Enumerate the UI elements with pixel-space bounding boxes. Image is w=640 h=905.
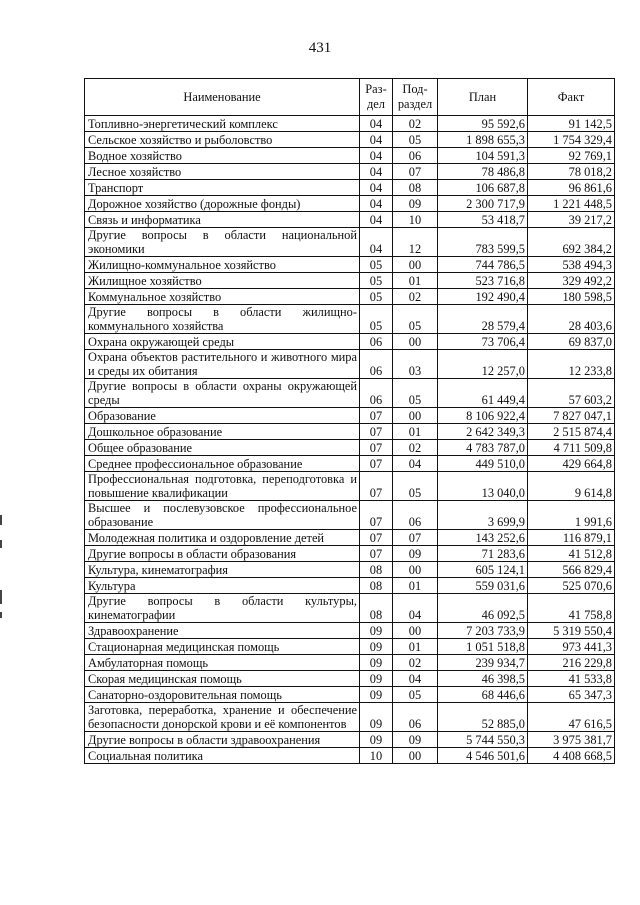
table-row bbox=[85, 546, 615, 562]
row-razdel-cell: 04 bbox=[360, 116, 393, 132]
row-fact-cell: 65 347,3 bbox=[528, 687, 615, 703]
table-row bbox=[85, 655, 615, 671]
row-fact-cell: 566 829,4 bbox=[528, 562, 615, 578]
budget-table bbox=[84, 78, 615, 764]
row-razdel-cell: 09 bbox=[360, 732, 393, 748]
row-name-cell: Санаторно-оздоровительная помощь bbox=[85, 687, 360, 703]
row-razdel-cell: 07 bbox=[360, 501, 393, 530]
table-row bbox=[85, 164, 615, 180]
row-name-cell: Высшее и послевузовское профессиональное образование bbox=[85, 501, 360, 530]
row-plan-cell: 744 786,5 bbox=[438, 257, 528, 273]
table-row bbox=[85, 350, 615, 379]
row-name-cell: Амбулаторная помощь bbox=[85, 655, 360, 671]
row-fact-cell: 1 754 329,4 bbox=[528, 132, 615, 148]
row-podrazdel-cell: 06 bbox=[393, 501, 438, 530]
row-name-cell: Образование bbox=[85, 408, 360, 424]
table-row bbox=[85, 228, 615, 257]
row-name-cell: Другие вопросы в области образования bbox=[85, 546, 360, 562]
table-row bbox=[85, 305, 615, 334]
row-razdel-cell: 05 bbox=[360, 289, 393, 305]
row-name-cell: Другие вопросы в области жилищно-коммунального хозяйства bbox=[85, 305, 360, 334]
row-razdel-cell: 06 bbox=[360, 379, 393, 408]
row-plan-cell: 143 252,6 bbox=[438, 530, 528, 546]
row-plan-cell: 4 546 501,6 bbox=[438, 748, 528, 764]
row-fact-cell: 525 070,6 bbox=[528, 578, 615, 594]
row-razdel-cell: 07 bbox=[360, 440, 393, 456]
row-podrazdel-cell: 00 bbox=[393, 257, 438, 273]
row-plan-cell: 559 031,6 bbox=[438, 578, 528, 594]
row-name-cell: Другие вопросы в области культуры, кинематографии bbox=[85, 594, 360, 623]
row-razdel-cell: 07 bbox=[360, 424, 393, 440]
row-plan-cell: 46 092,5 bbox=[438, 594, 528, 623]
row-razdel-cell: 09 bbox=[360, 687, 393, 703]
row-plan-cell: 46 398,5 bbox=[438, 671, 528, 687]
table-row bbox=[85, 440, 615, 456]
row-name-cell: Другие вопросы в области национальной экономики bbox=[85, 228, 360, 257]
row-plan-cell: 68 446,6 bbox=[438, 687, 528, 703]
table-row bbox=[85, 703, 615, 732]
row-podrazdel-cell: 06 bbox=[393, 703, 438, 732]
row-fact-cell: 692 384,2 bbox=[528, 228, 615, 257]
row-fact-cell: 78 018,2 bbox=[528, 164, 615, 180]
row-plan-cell: 8 106 922,4 bbox=[438, 408, 528, 424]
table-header-row bbox=[85, 79, 615, 116]
header-fact: Факт bbox=[528, 79, 615, 116]
table-row bbox=[85, 578, 615, 594]
table-row bbox=[85, 472, 615, 501]
row-plan-cell: 4 783 787,0 bbox=[438, 440, 528, 456]
row-podrazdel-cell: 08 bbox=[393, 180, 438, 196]
row-name-cell: Сельское хозяйство и рыболовство bbox=[85, 132, 360, 148]
row-plan-cell: 1 051 518,8 bbox=[438, 639, 528, 655]
table-row bbox=[85, 180, 615, 196]
row-razdel-cell: 07 bbox=[360, 472, 393, 501]
row-fact-cell: 429 664,8 bbox=[528, 456, 615, 472]
table-body bbox=[85, 116, 615, 764]
header-razdel: Раз- дел bbox=[360, 79, 393, 116]
row-plan-cell: 95 592,6 bbox=[438, 116, 528, 132]
row-name-cell: Жилищное хозяйство bbox=[85, 273, 360, 289]
row-razdel-cell: 09 bbox=[360, 623, 393, 639]
table-row bbox=[85, 273, 615, 289]
row-plan-cell: 61 449,4 bbox=[438, 379, 528, 408]
row-podrazdel-cell: 00 bbox=[393, 623, 438, 639]
table-row bbox=[85, 408, 615, 424]
table-row bbox=[85, 212, 615, 228]
row-fact-cell: 538 494,3 bbox=[528, 257, 615, 273]
table-row bbox=[85, 196, 615, 212]
table-row bbox=[85, 132, 615, 148]
row-razdel-cell: 04 bbox=[360, 212, 393, 228]
table-row bbox=[85, 748, 615, 764]
row-podrazdel-cell: 09 bbox=[393, 732, 438, 748]
row-razdel-cell: 04 bbox=[360, 228, 393, 257]
table-row bbox=[85, 257, 615, 273]
row-fact-cell: 329 492,2 bbox=[528, 273, 615, 289]
row-plan-cell: 52 885,0 bbox=[438, 703, 528, 732]
row-fact-cell: 180 598,5 bbox=[528, 289, 615, 305]
row-podrazdel-cell: 01 bbox=[393, 424, 438, 440]
table-row bbox=[85, 594, 615, 623]
row-fact-cell: 116 879,1 bbox=[528, 530, 615, 546]
row-name-cell: Связь и информатика bbox=[85, 212, 360, 228]
row-razdel-cell: 06 bbox=[360, 334, 393, 350]
row-name-cell: Коммунальное хозяйство bbox=[85, 289, 360, 305]
row-name-cell: Культура, кинематография bbox=[85, 562, 360, 578]
table-row bbox=[85, 289, 615, 305]
row-name-cell: Профессиональная подготовка, переподготовка и повышение квалификации bbox=[85, 472, 360, 501]
row-razdel-cell: 07 bbox=[360, 546, 393, 562]
row-razdel-cell: 09 bbox=[360, 671, 393, 687]
row-fact-cell: 9 614,8 bbox=[528, 472, 615, 501]
row-plan-cell: 2 642 349,3 bbox=[438, 424, 528, 440]
row-plan-cell: 192 490,4 bbox=[438, 289, 528, 305]
row-podrazdel-cell: 02 bbox=[393, 289, 438, 305]
row-razdel-cell: 04 bbox=[360, 180, 393, 196]
row-podrazdel-cell: 00 bbox=[393, 748, 438, 764]
row-podrazdel-cell: 12 bbox=[393, 228, 438, 257]
table-row bbox=[85, 501, 615, 530]
row-podrazdel-cell: 10 bbox=[393, 212, 438, 228]
row-fact-cell: 41 533,8 bbox=[528, 671, 615, 687]
row-podrazdel-cell: 07 bbox=[393, 530, 438, 546]
row-razdel-cell: 08 bbox=[360, 562, 393, 578]
row-fact-cell: 4 711 509,8 bbox=[528, 440, 615, 456]
header-name: Наименование bbox=[85, 79, 360, 116]
row-plan-cell: 1 898 655,3 bbox=[438, 132, 528, 148]
row-podrazdel-cell: 01 bbox=[393, 273, 438, 289]
row-podrazdel-cell: 00 bbox=[393, 562, 438, 578]
table-row bbox=[85, 671, 615, 687]
row-razdel-cell: 04 bbox=[360, 132, 393, 148]
row-name-cell: Жилищно-коммунальное хозяйство bbox=[85, 257, 360, 273]
row-plan-cell: 605 124,1 bbox=[438, 562, 528, 578]
table-row bbox=[85, 116, 615, 132]
row-fact-cell: 47 616,5 bbox=[528, 703, 615, 732]
row-razdel-cell: 05 bbox=[360, 257, 393, 273]
row-razdel-cell: 09 bbox=[360, 639, 393, 655]
row-razdel-cell: 06 bbox=[360, 350, 393, 379]
row-razdel-cell: 09 bbox=[360, 703, 393, 732]
row-razdel-cell: 05 bbox=[360, 305, 393, 334]
table-row bbox=[85, 732, 615, 748]
table-row bbox=[85, 562, 615, 578]
row-name-cell: Водное хозяйство bbox=[85, 148, 360, 164]
row-fact-cell: 1 991,6 bbox=[528, 501, 615, 530]
row-fact-cell: 4 408 668,5 bbox=[528, 748, 615, 764]
row-name-cell: Другие вопросы в области охраны окружающей среды bbox=[85, 379, 360, 408]
row-podrazdel-cell: 00 bbox=[393, 408, 438, 424]
row-name-cell: Другие вопросы в области здравоохранения bbox=[85, 732, 360, 748]
row-razdel-cell: 04 bbox=[360, 164, 393, 180]
row-podrazdel-cell: 09 bbox=[393, 546, 438, 562]
row-name-cell: Здравоохранение bbox=[85, 623, 360, 639]
row-fact-cell: 41 758,8 bbox=[528, 594, 615, 623]
row-name-cell: Среднее профессиональное образование bbox=[85, 456, 360, 472]
row-podrazdel-cell: 06 bbox=[393, 148, 438, 164]
row-podrazdel-cell: 05 bbox=[393, 379, 438, 408]
table-row bbox=[85, 623, 615, 639]
row-plan-cell: 783 599,5 bbox=[438, 228, 528, 257]
row-plan-cell: 104 591,3 bbox=[438, 148, 528, 164]
row-plan-cell: 3 699,9 bbox=[438, 501, 528, 530]
row-podrazdel-cell: 01 bbox=[393, 639, 438, 655]
row-razdel-cell: 07 bbox=[360, 408, 393, 424]
row-name-cell: Дошкольное образование bbox=[85, 424, 360, 440]
row-podrazdel-cell: 05 bbox=[393, 132, 438, 148]
row-podrazdel-cell: 03 bbox=[393, 350, 438, 379]
row-name-cell: Молодежная политика и оздоровление детей bbox=[85, 530, 360, 546]
row-razdel-cell: 08 bbox=[360, 594, 393, 623]
row-fact-cell: 5 319 550,4 bbox=[528, 623, 615, 639]
row-plan-cell: 53 418,7 bbox=[438, 212, 528, 228]
table-row bbox=[85, 334, 615, 350]
row-fact-cell: 57 603,2 bbox=[528, 379, 615, 408]
row-plan-cell: 2 300 717,9 bbox=[438, 196, 528, 212]
row-razdel-cell: 07 bbox=[360, 456, 393, 472]
row-name-cell: Дорожное хозяйство (дорожные фонды) bbox=[85, 196, 360, 212]
row-podrazdel-cell: 01 bbox=[393, 578, 438, 594]
row-name-cell: Охрана окружающей среды bbox=[85, 334, 360, 350]
row-fact-cell: 92 769,1 bbox=[528, 148, 615, 164]
row-fact-cell: 96 861,6 bbox=[528, 180, 615, 196]
row-fact-cell: 41 512,8 bbox=[528, 546, 615, 562]
row-name-cell: Скорая медицинская помощь bbox=[85, 671, 360, 687]
row-plan-cell: 78 486,8 bbox=[438, 164, 528, 180]
row-podrazdel-cell: 05 bbox=[393, 472, 438, 501]
row-podrazdel-cell: 00 bbox=[393, 334, 438, 350]
row-fact-cell: 7 827 047,1 bbox=[528, 408, 615, 424]
row-plan-cell: 73 706,4 bbox=[438, 334, 528, 350]
row-plan-cell: 239 934,7 bbox=[438, 655, 528, 671]
table-row bbox=[85, 687, 615, 703]
row-podrazdel-cell: 04 bbox=[393, 671, 438, 687]
row-podrazdel-cell: 02 bbox=[393, 116, 438, 132]
row-name-cell: Общее образование bbox=[85, 440, 360, 456]
row-fact-cell: 28 403,6 bbox=[528, 305, 615, 334]
row-plan-cell: 13 040,0 bbox=[438, 472, 528, 501]
table-row bbox=[85, 530, 615, 546]
row-fact-cell: 69 837,0 bbox=[528, 334, 615, 350]
row-name-cell: Транспорт bbox=[85, 180, 360, 196]
row-name-cell: Лесное хозяйство bbox=[85, 164, 360, 180]
row-fact-cell: 2 515 874,4 bbox=[528, 424, 615, 440]
table-row bbox=[85, 456, 615, 472]
table-row bbox=[85, 639, 615, 655]
row-razdel-cell: 07 bbox=[360, 530, 393, 546]
row-razdel-cell: 08 bbox=[360, 578, 393, 594]
row-fact-cell: 12 233,8 bbox=[528, 350, 615, 379]
row-podrazdel-cell: 09 bbox=[393, 196, 438, 212]
row-razdel-cell: 05 bbox=[360, 273, 393, 289]
row-fact-cell: 39 217,2 bbox=[528, 212, 615, 228]
table-row bbox=[85, 148, 615, 164]
row-name-cell: Социальная политика bbox=[85, 748, 360, 764]
page-number: 431 bbox=[308, 40, 332, 56]
row-plan-cell: 12 257,0 bbox=[438, 350, 528, 379]
row-podrazdel-cell: 04 bbox=[393, 456, 438, 472]
scan-edge-marks bbox=[0, 0, 3, 905]
row-razdel-cell: 10 bbox=[360, 748, 393, 764]
row-plan-cell: 71 283,6 bbox=[438, 546, 528, 562]
row-name-cell: Заготовка, переработка, хранение и обеспечение безопасности донорской крови и её компонентов bbox=[85, 703, 360, 732]
row-fact-cell: 973 441,3 bbox=[528, 639, 615, 655]
row-name-cell: Топливно-энергетический комплекс bbox=[85, 116, 360, 132]
row-plan-cell: 28 579,4 bbox=[438, 305, 528, 334]
row-razdel-cell: 04 bbox=[360, 148, 393, 164]
row-fact-cell: 91 142,5 bbox=[528, 116, 615, 132]
header-podrazdel: Под- раздел bbox=[393, 79, 438, 116]
row-plan-cell: 106 687,8 bbox=[438, 180, 528, 196]
row-razdel-cell: 09 bbox=[360, 655, 393, 671]
row-fact-cell: 216 229,8 bbox=[528, 655, 615, 671]
row-name-cell: Охрана объектов растительного и животного мира и среды их обитания bbox=[85, 350, 360, 379]
row-podrazdel-cell: 04 bbox=[393, 594, 438, 623]
row-fact-cell: 3 975 381,7 bbox=[528, 732, 615, 748]
row-plan-cell: 449 510,0 bbox=[438, 456, 528, 472]
table-row bbox=[85, 424, 615, 440]
row-plan-cell: 7 203 733,9 bbox=[438, 623, 528, 639]
table-row bbox=[85, 379, 615, 408]
row-name-cell: Культура bbox=[85, 578, 360, 594]
row-razdel-cell: 04 bbox=[360, 196, 393, 212]
row-podrazdel-cell: 05 bbox=[393, 687, 438, 703]
row-podrazdel-cell: 02 bbox=[393, 440, 438, 456]
row-podrazdel-cell: 07 bbox=[393, 164, 438, 180]
row-fact-cell: 1 221 448,5 bbox=[528, 196, 615, 212]
row-podrazdel-cell: 05 bbox=[393, 305, 438, 334]
header-plan: План bbox=[438, 79, 528, 116]
row-podrazdel-cell: 02 bbox=[393, 655, 438, 671]
row-plan-cell: 5 744 550,3 bbox=[438, 732, 528, 748]
row-name-cell: Стационарная медицинская помощь bbox=[85, 639, 360, 655]
row-plan-cell: 523 716,8 bbox=[438, 273, 528, 289]
